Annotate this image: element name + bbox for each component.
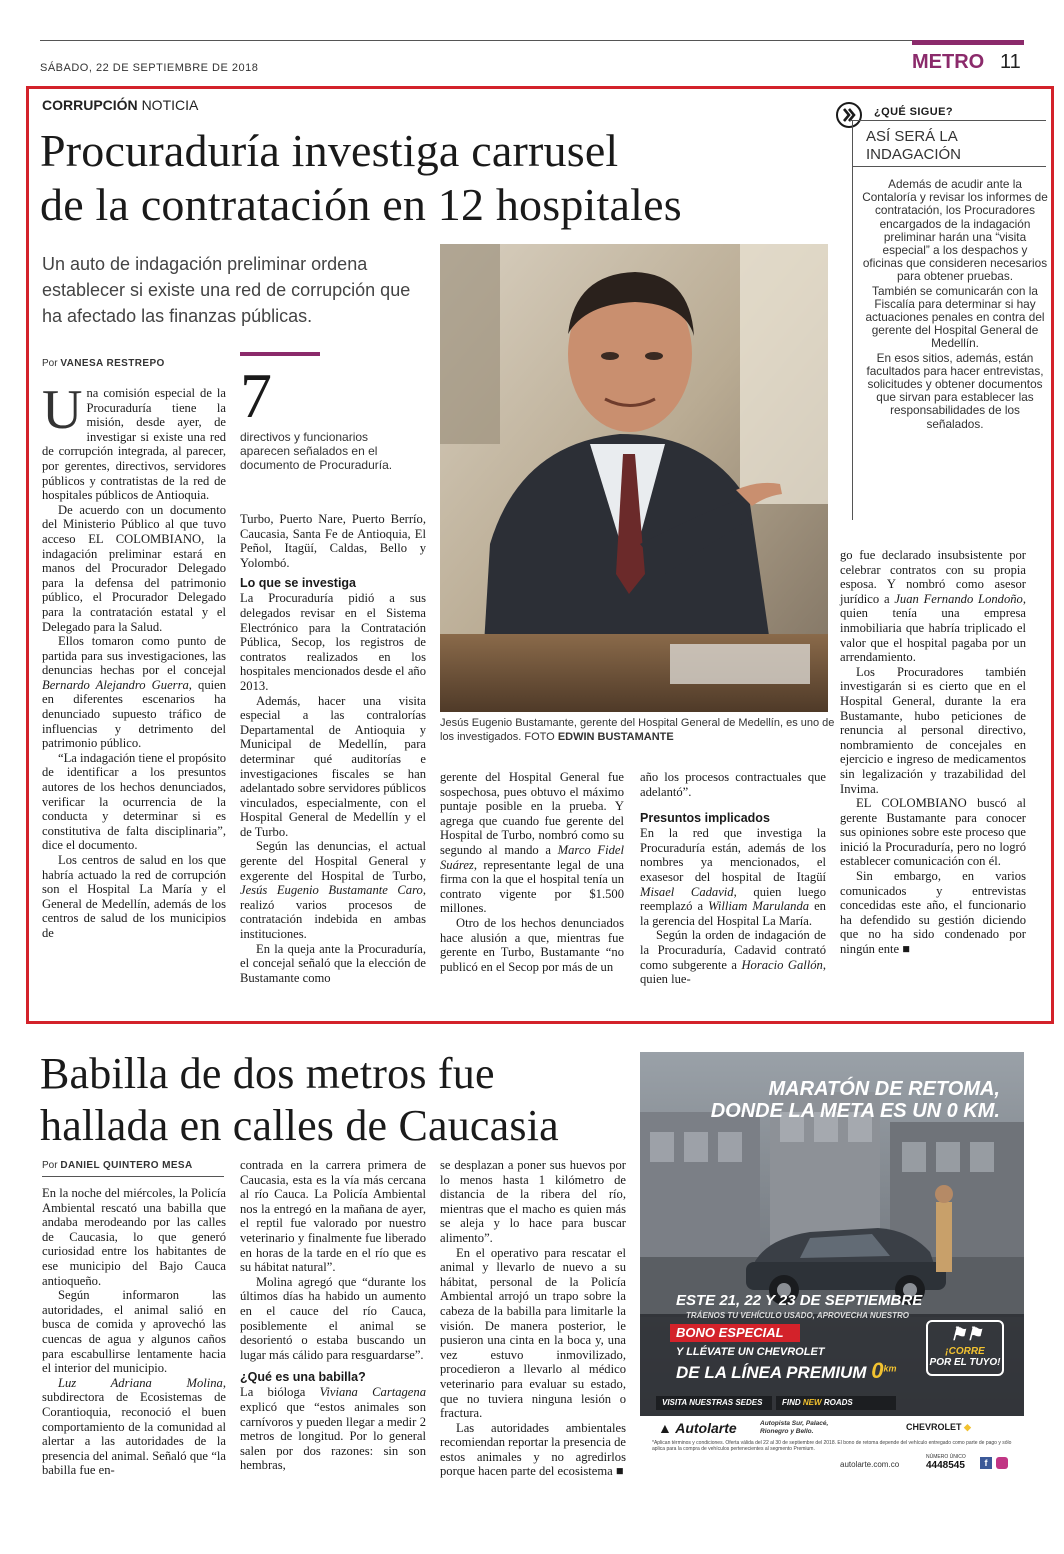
ad-dealer: ▲ Autolarte [658,1420,737,1436]
sidebar-kicker: ¿QUÉ SIGUE? [874,106,953,118]
sidebar-paragraph: En esos sitios, además, están facultados para hacer entrevistas, solicitudes y obtener documentos que sirvan para establecer las responsabilidades de los señalados. [866,350,1044,431]
article2-column-3 [440,1158,626,1479]
byline-author: VANESA RESTREPO [60,358,165,369]
article2-column-1 [42,1186,226,1478]
paragraph: De acuerdo con un documento del Ministerio Público al que tuvo acceso EL COLOMBIANO, la indagación preliminar estará en manos del Procurador Delegado para la defensa del patrimonio público, el Procurador Delegado para la contratación estatal y el Delegado para la Salud. [42,502,226,634]
checkered-flag-icon: ⚑⚑ [950,1324,983,1344]
paragraph: se desplazan a poner sus huevos por lo menos hasta 1 kilómetro de distancia de la ribera del río, mientras que el macho es quien más se aleja y lo hace para buscar alimento”. [440,1158,626,1245]
ad-subline: TRÁENOS TU VEHÍCULO USADO, APROVECHA NUESTRO [686,1311,909,1320]
subhead: ¿Qué es una babilla? [240,1370,366,1385]
ad-dates: ESTE 21, 22 Y 23 DE SEPTIEMBRE [676,1292,923,1309]
article-column-5 [840,548,1026,957]
paragraph: Ellos tomaron como punto de partida para sus investigaciones, las denuncias hechas por el concejal Bernardo Alejandro Guerra, quien en diferentes escenarios ha denunciado supuesto tráfico de influencias y detrimento del patrimonio público. [42,634,226,751]
paragraph: Sin embargo, en varios comunicados y entrevistas concedidas este año, el funcionario ha defendido su gestión diciendo que no ha sido condenado por ningún ente ■ [840,869,1026,957]
paragraph: EL COLOMBIANO buscó al gerente Bustamante para conocer sus opiniones sobre este proceso que inició la Procuraduría, pero no logró establecer comunicación con él. [840,796,1026,869]
paragraph: La bióloga Viviana Cartagena explicó que “estos animales son carnívoros y pueden llegar a medir 2 metros de longitud. Por lo general salen por dos razones: sin son hembras, [240,1385,426,1473]
ad-offer-km: 0 [871,1358,884,1383]
article-kicker [42,97,198,113]
person-name: Misael Cadavid [640,884,734,899]
header-rule [40,40,1024,41]
sidebar-vertical-rule [852,120,853,520]
headline-line-2: de la contratación en 12 hospitales [40,179,682,230]
article-column-4 [640,770,826,987]
section-color-bar [912,40,1024,45]
byline-rule [42,1176,224,1177]
paragraph: Otro de los hechos denunciados hace alusión a que, mientras fue gerente en Turbo, Bustamante “no publicó en el Secop por más de un [440,915,624,974]
article-photo [440,244,828,712]
drop-cap: U [42,379,83,441]
section-name: METRO [912,51,985,73]
sidebar-body [862,178,1048,432]
dealer-logo-icon: ▲ [658,1420,672,1436]
person-name: Viviana Cartagena [319,1385,426,1400]
paragraph: Los Procuradores también investigarán si es cierto que en el Hospital General, durante la era Bustamante, hubo peticiones de renuncia al personal directivo, nombramiento de concejales en ejercicio e ingreso de medicamentos sin legalización y trazabilidad del Invima. [840,664,1026,796]
ad-offer-line-2: DE LA LÍNEA PREMIUM $0^{km}$ [676,1358,897,1383]
paragraph: En la queja ante la Procuraduría, el concejal señaló que la elección de Bustamante como [240,941,426,985]
byline-2: Por DANIEL QUINTERO MESA [42,1160,193,1171]
ad-headline: MARATÓN DE RETOMA, DONDE LA META ES UN 0 KM. [710,1078,1000,1122]
paragraph: Los centros de salud en los que habría actuado la red de corrupción son el Hospital La María y el General de Medellín, además de los centros de salud de los municipios de [42,853,226,940]
paragraph: Según las denuncias, el actual gerente del Hospital General y exgerente del Hospital de Turbo, Jesús Eugenio Bustamante Caro, realizó varios procesos de contratación indebida en ambas instituciones. [240,839,426,942]
ad-brand: CHEVROLET ◆ [906,1422,971,1432]
page-number: 11 [1000,51,1021,73]
kicker-type: NOTICIA [141,97,199,113]
headline-2-line-1: Babilla de dos metros fue [40,1049,495,1098]
sidebar-rule [850,120,1046,121]
ad-website[interactable]: autolarte.com.co [840,1460,900,1469]
article-column-2 [240,512,426,985]
ad-bonus-label: BONO ESPECIAL [670,1324,800,1342]
person-name: Horacio Gallón [741,957,823,972]
double-chevron-icon [836,102,862,128]
chevrolet-bowtie-icon: ◆ [964,1422,971,1432]
paragraph: En la noche del miércoles, la Policía Ambiental rescató una babilla que andaba merodeando por las calles de Caucasia, lo que generó curiosidad entre los habitantes de ese municipio del Bajo Cauca antioqueño. [42,1186,226,1288]
advertisement[interactable] [640,1052,1024,1484]
stat-text: directivos y funcionarios aparecen señalados en el documento de Procuraduría. [240,430,393,472]
paragraph: Una comisión especial de la Procuraduría tiene la misión, desde ayer, de investigar si existe una red de corrupción integrada, al parecer, por gerentes, directivos, servidores públicos y contratistas de la red de hospitales públicos de Antioquia. [42,379,226,503]
paragraph: La Procuraduría pidió a sus delegados revisar en el Sistema Electrónico para la Contratación Pública, Secop, los registros de contratos realizados en los hospitales mencionados desde el año 2013. [240,591,426,693]
sidebar-paragraph: También se comunicarán con la Fiscalía para determinar si hay actuaciones penales en contra del gerente del Hospital General de Medellín. [865,283,1045,351]
ad-visit-label[interactable]: VISITA NUESTRAS SEDES [656,1396,772,1410]
person-name: William Marulanda [708,899,810,914]
paragraph: Turbo, Puerto Nare, Puerto Berrío, Caucasia, Santa Fe de Antioquia, El Peñol, Itagüí, Caldas, Bello y Yolombó. [240,512,426,570]
headline-2 [40,1048,559,1152]
ad-dealer-locations: Autopista Sur, Palacé, Rionegro y Bello. [760,1420,829,1435]
headline-line-1: Procuraduría investiga carrusel [40,125,619,176]
ad-phone-label: NÚMERO ÚNICO [926,1454,966,1460]
paragraph: Las autoridades ambientales recomiendan reportar la presencia de estos animales y no agredirlos porque hacen parte del ecosistema ■ [440,1420,627,1479]
subhead: Lo que se investiga [240,576,357,591]
ad-slogan: FIND NEW ROADS [776,1396,896,1410]
paragraph: “La indagación tiene el propósito de identificar a los presuntos autores de los hechos denunciados, verificar la ocurrencia de la conducta y determinar si es constitutiva de falta disciplinaria”, dice el documento. [42,750,226,853]
paragraph: gerente del Hospital General fue sospechosa, pues obtuvo el máximo puntaje posible en la prueba. Y agrega que cuando fue gerente del Hospital de Turbo, nombró como su segundo al mando a Marco Fidel Suárez, representante legal de una firma con la que el hospital tenía un contrato vigente por $1.500 millones. [440,770,624,916]
ad-phone: 4448545 [926,1460,965,1471]
article2-column-2 [240,1158,426,1473]
paragraph: Según informaron las autoridades, el animal salió en busca de comida y aprovechó las cuencas de agua y algunos caños para escabullirse lentamente hacia el interior del municipio. [42,1288,226,1376]
paragraph: año los procesos contractuales que adelantó”. [640,770,826,799]
instagram-icon[interactable] [996,1457,1008,1469]
person-name: Jesús Eugenio Bustamante Caro [240,883,423,898]
facebook-icon[interactable]: f [980,1457,992,1469]
headline [40,124,682,232]
article-column-1 [42,379,226,941]
ad-offer-line-1: Y LLÉVATE UN CHEVROLET [676,1346,825,1358]
photo-caption: Jesús Eugenio Bustamante, gerente del Hospital General de Medellín, es uno de los investigados. FOTO EDWIN BUSTAMANTE [440,717,835,743]
person-name: Marco Fidel Suárez [440,842,624,872]
stat-rule [240,352,320,356]
sidebar-paragraph: Además de acudir ante la Contaloría y revisar los informes de contratación, los Procuradores encargados de la indagación preliminar harán una “visita especial” a los despachos y oficinas que consideren necesarios para obtener pruebas. [862,177,1048,284]
byline-author: DANIEL QUINTERO MESA [60,1160,193,1171]
ad-badge: ¡CORRE POR EL TUYO! ⚑⚑ [926,1320,1004,1376]
end-mark: ■ [902,942,910,957]
subhead: Presuntos implicados [640,811,770,826]
person-name: Bernardo Alejandro Guerra [42,677,189,692]
end-mark: ■ [615,1464,624,1479]
stat-number: 7 [240,360,272,431]
paragraph: Molina agregó que “durante los últimos días ha habido un aumento en el cauce del río Cauca, posiblemente el animal se desorientó o estaba buscando un lugar más cálido para resguardarse”. [240,1274,426,1362]
person-name: Luz Adriana Molina [58,1375,223,1390]
issue-date: SÁBADO, 22 DE SEPTIEMBRE DE 2018 [40,62,259,74]
byline: Por VANESA RESTREPO [42,358,165,369]
paragraph: Además, hacer una visita especial a las contralorías Departamental de Antioquia y Municipal de Medellín, para determinar qué auditorías e investigaciones fiscales se han adelantado sobre servidores públicos vinculados, especialmente, con el Hospital General de Medellín y el de Turbo. [240,693,426,839]
article-deck: Un auto de indagación preliminar ordena establecer si existe una red de corrupción que ha afectado las finanzas públicas. [42,254,411,326]
paragraph: En el operativo para rescatar el animal y llevarlo de nuevo a su hábitat, personal de la Policía Ambiental arrojó un trapo sobre la cabeza de la babilla para limitarle la visión. De manera posterior, le pusieron una cinta en la boca y, una vez estuvo inmovilizado, procedieron a llevarlo al médico veterinario para evaluar su estado, que no tuviera ninguna lesión o fractura. [440,1245,626,1421]
person-name: Juan Fernando Londoño [894,591,1023,606]
article-column-3 [440,770,624,974]
ad-legal: *Aplican términos y condiciones. Oferta válida del 22 al 30 de septiembre del 2018. El bono de retoma depende del vehículo entregado como parte de pago y sólo aplica para la compra de vehículos pertenecientes al segmento Premium. [652,1440,1012,1452]
photo-credit: EDWIN BUSTAMANTE [557,731,674,743]
paragraph: Según la orden de indagación de la Procuraduría, Cadavid contrató como subgerente a Horacio Gallón, quien lue- [640,928,826,987]
photo-illustration [440,244,828,712]
paragraph: En la red que investiga la Procuraduría están, además de los nombres ya mencionados, el exasesor del hospital de Itagüí Misael Cadavid, quien luego reemplazó a William Marulanda en la gerencia del Hospital La María. [640,826,827,928]
headline-2-line-2: hallada en calles de Caucasia [40,1101,559,1150]
sidebar-title: ASÍ SERÁ LA INDAGACIÓN [866,128,962,163]
kicker-topic: CORRUPCIÓN [42,97,138,113]
paragraph: contrada en la carrera primera de Caucasia, esta es la vía más cercana al río Cauca. La Policía Ambiental nos la entregó en la mañana de ayer, el reptil fue valorado por nuestro veterinario y finalmente fue liberado en horas de la tarde en el río que es su hábitat natural”. [240,1158,426,1275]
paragraph: Luz Adriana Molina, subdirectora de Ecosistemas de Corantioquia, reconoció el buen comportamiento de la comunidad al alertar a las autoridades de la presencia del animal. Señaló que “la babilla fue en- [42,1375,226,1478]
paragraph: go fue declarado insubsistente por celebrar contratos con su propia esposa. Y nombró como asesor jurídico a Juan Fernando Londoño, quien tenía una empresa inmobiliaria que habría triplicado el valor que el hospital pagaba por un arrendamiento. [840,548,1027,665]
sidebar-rule [852,166,1046,167]
